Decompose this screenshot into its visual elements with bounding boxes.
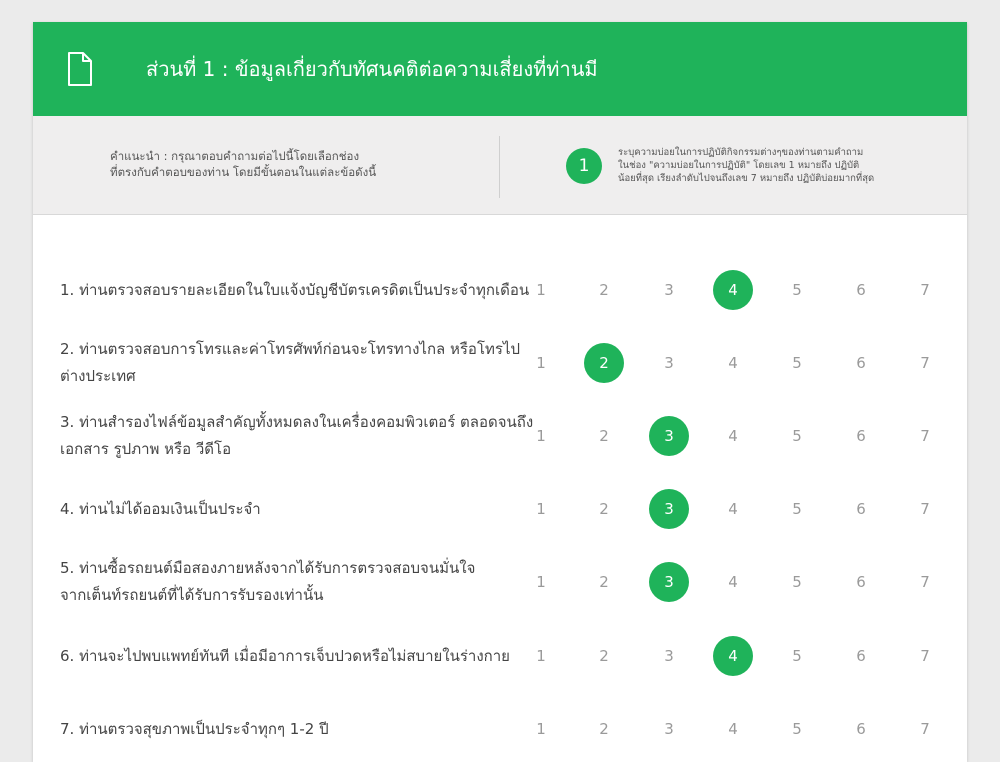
instruction-bar	[33, 116, 967, 215]
rating-option-3[interactable]: 3	[664, 354, 674, 372]
step-line-1: ระบุความบ่อยในการปฏิบัติกิจกรรมต่างๆของท่านตามคำถาม	[618, 147, 864, 158]
rating-option-1[interactable]: 1	[536, 647, 546, 665]
question-line-1: 7. ท่านตรวจสุขภาพเป็นประจำทุกๆ 1-2 ปี	[60, 719, 329, 738]
step-line-3: น้อยที่สุด เรียงลำดับไปจนถึงเลข 7 หมายถึง ปฏิบัติบ่อยมากที่สุด	[618, 173, 875, 184]
question-text	[60, 552, 510, 612]
rating-option-5[interactable]: 5	[792, 647, 802, 665]
rating-option-4[interactable]: 4	[713, 636, 753, 676]
question-row	[33, 479, 967, 539]
rating-option-6[interactable]: 6	[856, 281, 866, 299]
rating-option-3[interactable]: 3	[649, 489, 689, 529]
rating-option-1[interactable]: 1	[536, 720, 546, 738]
rating-option-1[interactable]: 1	[536, 281, 546, 299]
rating-option-4[interactable]: 4	[728, 427, 738, 445]
question-text	[60, 406, 534, 466]
question-row	[33, 699, 967, 759]
rating-option-5[interactable]: 5	[792, 354, 802, 372]
question-text	[60, 699, 510, 759]
rating-option-5[interactable]: 5	[792, 281, 802, 299]
rating-option-4[interactable]: 4	[728, 720, 738, 738]
rating-option-7[interactable]: 7	[920, 647, 930, 665]
rating-option-2[interactable]: 2	[599, 500, 609, 518]
rating-option-7[interactable]: 7	[920, 720, 930, 738]
step-line-2: ในช่อง "ความบ่อยในการปฏิบัติ" โดยเลข 1 หมายถึง ปฏิบัติ	[618, 160, 860, 171]
rating-option-6[interactable]: 6	[856, 354, 866, 372]
question-line-1: 2. ท่านตรวจสอบการโทรและค่าโทรศัพท์ก่อนจะโทรทางไกล หรือโทรไป	[60, 340, 521, 358]
rating-option-5[interactable]: 5	[792, 573, 802, 591]
question-line-1: 4. ท่านไม่ได้ออมเงินเป็นประจำ	[60, 499, 261, 518]
rating-option-2[interactable]: 2	[584, 343, 624, 383]
question-row	[33, 333, 967, 393]
rating-option-2[interactable]: 2	[599, 281, 609, 299]
question-line-1: 5. ท่านซื้อรถยนต์มือสองภายหลังจากได้รับการตรวจสอบจนมั่นใจ	[60, 559, 476, 577]
question-line-1: 6. ท่านจะไปพบแพทย์ทันที เมื่อมีอาการเจ็บปวดหรือไม่สบายในร่างกาย	[60, 646, 510, 665]
question-line-2: เอกสาร รูปภาพ หรือ วีดีโอ	[60, 440, 232, 458]
question-line-2: ต่างประเทศ	[60, 367, 136, 385]
rating-option-6[interactable]: 6	[856, 720, 866, 738]
rating-option-7[interactable]: 7	[920, 281, 930, 299]
rating-option-7[interactable]: 7	[920, 500, 930, 518]
questionnaire-card	[33, 22, 967, 762]
rating-option-6[interactable]: 6	[856, 427, 866, 445]
question-row	[33, 406, 967, 466]
question-line-2: จากเต็นท์รถยนต์ที่ได้รับการรับรองเท่านั้น	[60, 586, 324, 604]
rating-option-2[interactable]: 2	[599, 720, 609, 738]
section-header	[33, 22, 967, 116]
rating-option-5[interactable]: 5	[792, 720, 802, 738]
rating-option-5[interactable]: 5	[792, 500, 802, 518]
question-line-1: 3. ท่านสำรองไฟล์ข้อมูลสำคัญทั้งหมดลงในเครื่องคอมพิวเตอร์ ตลอดจนถึง	[60, 413, 534, 431]
question-text	[60, 260, 530, 320]
question-row	[33, 260, 967, 320]
rating-option-7[interactable]: 7	[920, 354, 930, 372]
question-text	[60, 333, 521, 393]
rating-option-1[interactable]: 1	[536, 573, 546, 591]
rating-option-3[interactable]: 3	[664, 281, 674, 299]
step-description	[618, 146, 958, 185]
rating-option-4[interactable]: 4	[728, 354, 738, 372]
rating-option-2[interactable]: 2	[599, 647, 609, 665]
rating-option-6[interactable]: 6	[856, 500, 866, 518]
step-number-badge: 1	[566, 148, 602, 184]
rating-option-1[interactable]: 1	[536, 354, 546, 372]
rating-option-1[interactable]: 1	[536, 427, 546, 445]
instruction-line-1: คำแนะนำ : กรุณาตอบคำถามต่อไปนี้โดยเลือกช่อง	[110, 149, 360, 163]
rating-option-3[interactable]: 3	[649, 562, 689, 602]
document-icon	[67, 52, 93, 86]
section-title: ส่วนที่ 1 : ข้อมูลเกี่ยวกับทัศนคติต่อความเสี่ยงที่ท่านมี	[146, 57, 598, 81]
rating-option-3[interactable]: 3	[664, 720, 674, 738]
question-row	[33, 626, 967, 686]
rating-option-7[interactable]: 7	[920, 427, 930, 445]
rating-option-2[interactable]: 2	[599, 427, 609, 445]
instruction-text	[110, 148, 430, 180]
instruction-line-2: ที่ตรงกับคำตอบของท่าน โดยมีขั้นตอนในแต่ละข้อดังนี้	[110, 165, 377, 179]
rating-option-4[interactable]: 4	[728, 500, 738, 518]
rating-option-3[interactable]: 3	[649, 416, 689, 456]
question-line-1: 1. ท่านตรวจสอบรายละเอียดในใบแจ้งบัญชีบัตรเครดิตเป็นประจำทุกเดือน	[60, 280, 530, 299]
rating-option-2[interactable]: 2	[599, 573, 609, 591]
rating-option-5[interactable]: 5	[792, 427, 802, 445]
question-text	[60, 479, 510, 539]
question-row	[33, 552, 967, 612]
rating-option-4[interactable]: 4	[713, 270, 753, 310]
rating-option-1[interactable]: 1	[536, 500, 546, 518]
rating-option-7[interactable]: 7	[920, 573, 930, 591]
instruction-divider	[499, 136, 500, 198]
rating-option-6[interactable]: 6	[856, 647, 866, 665]
rating-option-6[interactable]: 6	[856, 573, 866, 591]
rating-option-3[interactable]: 3	[664, 647, 674, 665]
rating-option-4[interactable]: 4	[728, 573, 738, 591]
question-text	[60, 626, 510, 686]
